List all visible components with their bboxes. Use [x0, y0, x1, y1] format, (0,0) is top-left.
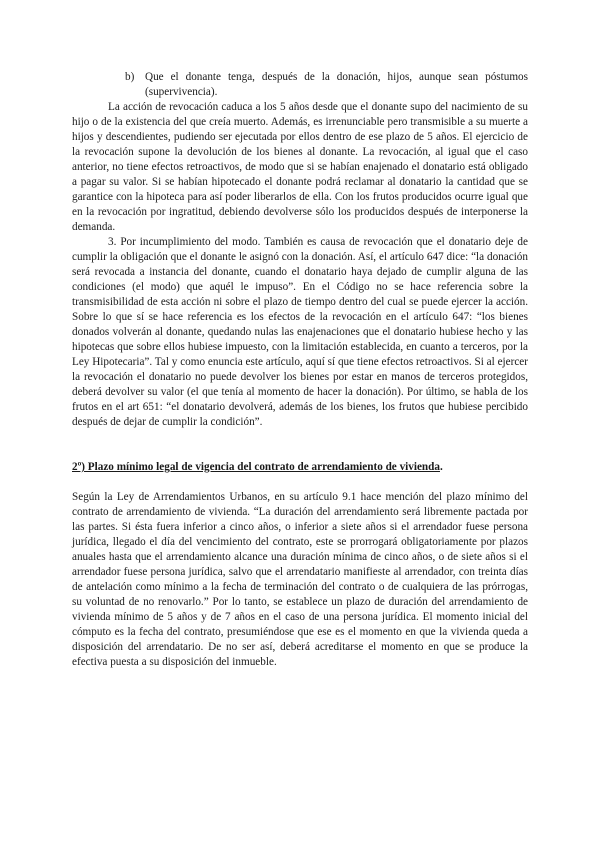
section-spacer — [72, 430, 528, 460]
list-marker: b) — [125, 71, 135, 83]
list-item-text: Que el donante tenga, después de la donación, hijos, aunque sean póstumos (supervivencia). — [145, 71, 528, 98]
section-heading — [72, 460, 528, 475]
paragraph-lau-article-9: Según la Ley de Arrendamientos Urbanos, en su artículo 9.1 hace mención del plazo mínimo del contrato de arrendamiento de vivienda. “La duración del arrendamiento será libremente pactada por las partes. Si ésta fuera inferior a cinco años, o inferior a siete años si el arrendador fuese persona jurídica, llegado el día del vencimiento del contrato, este se prorrogará obligatoriamente por plazos anuales hasta que el arrendamiento alcance una duración mínima de cinco años, o de siete años si el arrendador fuese persona jurídica, salvo que el arrendatario manifieste al arrendador, con treinta días de antelación como mínimo a la fecha de terminación del contrato o de cualquiera de las prórrogas, su voluntad de no renovarlo.” Por lo tanto, se establece un plazo de duración del arrendamiento de vivienda mínimo de 5 años y de 7 años en el caso de una persona jurídica. El momento inicial del cómputo es la fecha del contrato, presumiéndose que ese es el momento en que la vivienda queda a disposición del arrendatario. De no ser así, deberá acreditarse el momento en que se produce la efectiva puesta a su disposición del inmueble. — [72, 491, 528, 668]
paragraph-revocation-incumplimiento: 3. Por incumplimiento del modo. También es causa de revocación que el donatario deje de cumplir la obligación que el donante le asignó con la donación. Así, el artículo 647 dice: “la donación será revocada a instancia del donante, cuando el donatario haya dejado de cumplir alguna de las condiciones (el modo) que aquél le impuso”. En el Código no se hace referencia sobre la transmisibilidad de esta acción ni sobre el plazo de tiempo dentro del cual se puede ejercer la acción. Sobre lo que sí se hace referencia es los efectos de la revocación en el artículo 647: “los bienes donados volverán al donante, quedando nulas las enajenaciones que el donatario hubiese hecho y las hipotecas que sobre ellos hubiese impuesto, con la limitación establecida, en cuanto a terceros, por la Ley Hipotecaria”. Tal y como enuncia este artículo, aquí sí que tiene efectos retroactivos. Si al ejercer la revocación el donatario no puede devolver los bienes por estar en manos de terceros protegidos, deberá devolver su valor (el que tenía al momento de hacer la donación). Por último, se habla de los frutos en el art 651: “el donatario devolverá, además de los bienes, los frutos que hubiese percibido después de dejar de cumplir la condición”. — [72, 236, 528, 428]
list-item-b — [125, 70, 528, 100]
heading-spacer — [72, 475, 528, 490]
section-heading-text: 2º) Plazo mínimo legal de vigencia del contrato de arrendamiento de vivienda — [72, 461, 440, 473]
document-page — [72, 70, 528, 670]
section-heading-suffix: . — [439, 461, 443, 473]
paragraph-revocation-caducity: La acción de revocación caduca a los 5 años desde que el donante supo del nacimiento de su hijo o de la existencia del que creía muerto. Además, es irrenunciable pero transmisible a su muerte a hijos y descendientes, pudiendo ser ejecutada por ellos dentro de ese plazo de 5 años. El ejercicio de la revocación supone la devolución de los bienes al donante. La revocación, al igual que el caso anterior, no tiene efectos retroactivos, de modo que si se habían enajenado el donatario está obligado a pagar su valor. Si se habían hipotecado el donante podrá reclamar al donatario la cantidad que se garantice con la hipoteca para así poder liberarlos de ella. Con los frutos producidos ocurre igual que en la revocación por ingratitud, debiendo devolverse sólo los producidos después de interponerse la demanda. — [72, 101, 528, 233]
